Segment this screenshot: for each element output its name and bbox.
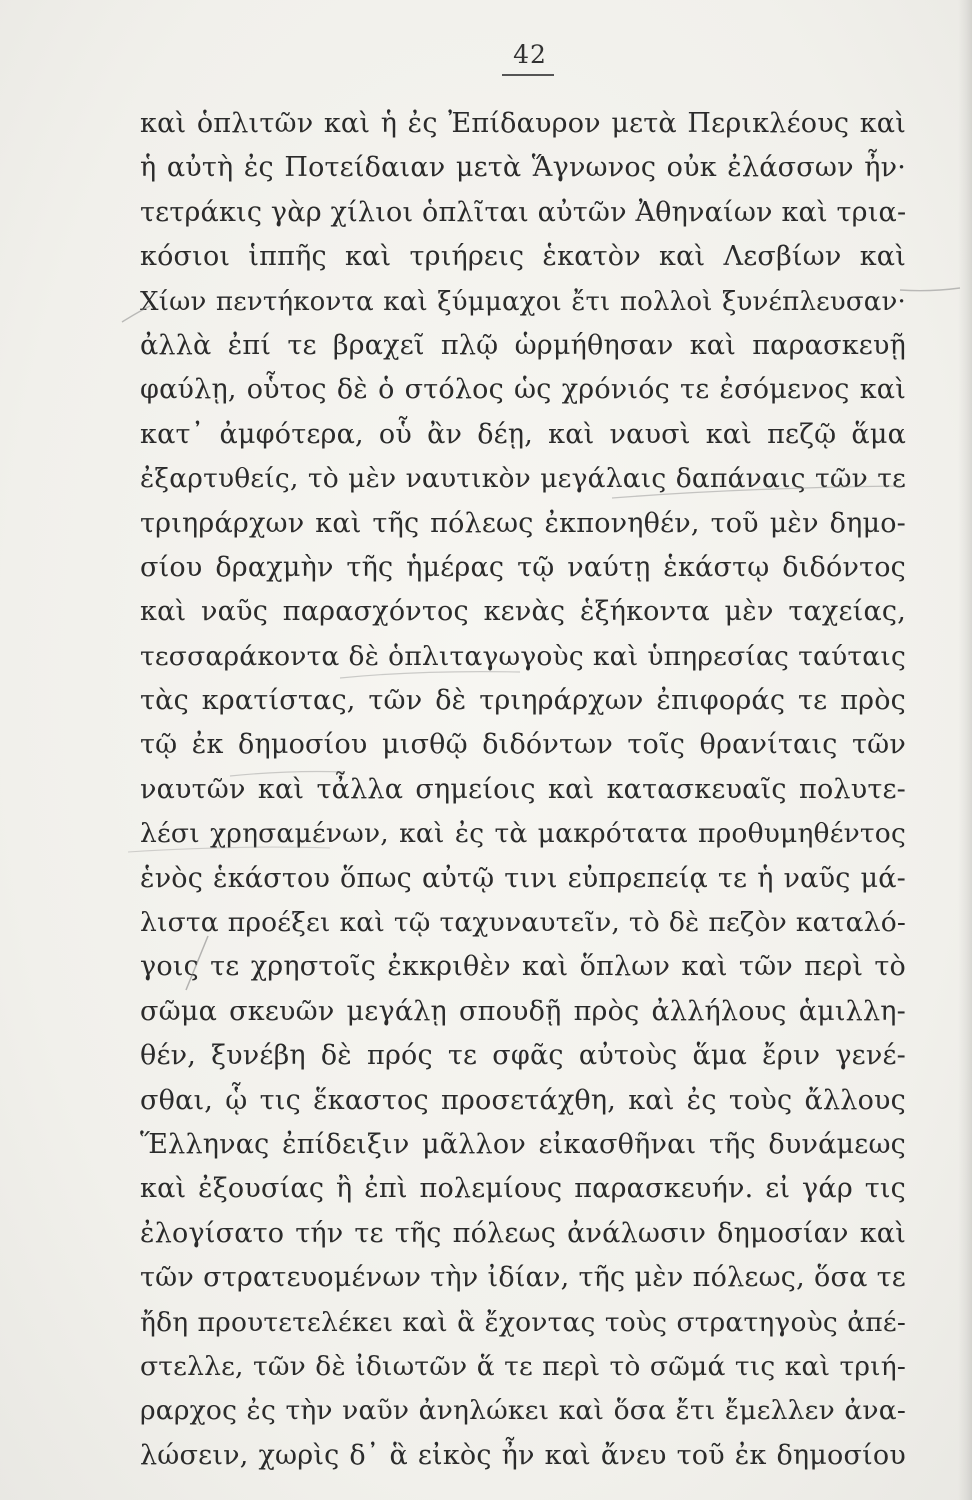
text-line: ἑνὸς ἑκάστου ὅπως αὐτῷ τινι εὐπρεπείᾳ τε ἡ ναῦς μά- [140,862,906,894]
text-line: ραρχος ἐς τὴν ναῦν ἀνηλώκει καὶ ὅσα ἔτι ἔμελλεν ἀνα- [140,1395,906,1427]
text-line: στελλε, τῶν δὲ ἰδιωτῶν ἅ τε περὶ τὸ σῶμά τις καὶ τριή- [140,1350,906,1382]
text-line: σθαι, ᾧ τις ἕκαστος προσετάχθη, καὶ ἐς τοὺς ἄλλους [140,1084,906,1116]
text-line: ἤδη προυτετελέκει καὶ ἃ ἔχοντας τοὺς στρατηγοὺς ἀπέ- [140,1306,906,1338]
page-edge-shadow [958,0,972,1500]
text-line: κόσιοι ἱππῆς καὶ τριήρεις ἑκατὸν καὶ Λεσβίων καὶ [140,241,906,273]
page-number: 42 [513,40,547,69]
text-line: λώσειν, χωρὶς δ᾽ ἃ εἰκὸς ἦν καὶ ἄνευ τοῦ ἐκ δημοσίου [140,1439,906,1471]
text-line: ἀλλὰ ἐπί τε βραχεῖ πλῷ ὡρμήθησαν καὶ παρασκευῇ [140,329,906,361]
text-line: λιστα προέξει καὶ τῷ ταχυναυτεῖν, τὸ δὲ πεζὸν καταλό- [140,907,906,939]
text-line: τετράκις γὰρ χίλιοι ὁπλῖται αὐτῶν Ἀθηναίων καὶ τρια- [140,196,907,228]
text-line: ναυτῶν καὶ τἆλλα σημείοις καὶ κατασκευαῖς πολυτε- [140,773,906,805]
text-line: ἡ αὐτὴ ἐς Ποτείδαιαν μετὰ Ἅγνωνος οὐκ ἐλάσσων ἦν· [140,152,906,184]
text-line: καὶ ἐξουσίας ἢ ἐπὶ πολεμίους παρασκευήν. εἰ γάρ τις [140,1173,906,1205]
text-line: λέσι χρησαμένων, καὶ ἐς τὰ μακρότατα προθυμηθέντος [140,818,906,850]
text-line: φαύλῃ, οὗτος δὲ ὁ στόλος ὡς χρόνιός τε ἐσόμενος καὶ [140,374,906,406]
text-line: τριηράρχων καὶ τῆς πόλεως ἐκπονηθέν, τοῦ μὲν δημο- [140,507,906,539]
text-line: καὶ ναῦς παρασχόντος κενὰς ἑξήκοντα μὲν ταχείας, [140,596,906,628]
text-line: κατ᾽ ἀμφότερα, οὗ ἂν δέῃ, καὶ ναυσὶ καὶ πεζῷ ἅμα [140,418,906,450]
text-line: ἐξαρτυθείς, τὸ μὲν ναυτικὸν μεγάλαις δαπάναις τῶν τε [140,463,906,495]
text-line: Χίων πεντήκοντα καὶ ξύμμαχοι ἔτι πολλοὶ ξυνέπλευσαν· [140,286,906,317]
text-line: θέν, ξυνέβη δὲ πρός τε σφᾶς αὐτοὺς ἅμα ἔριν γενέ- [140,1040,906,1072]
text-line: σίου δραχμὴν τῆς ἡμέρας τῷ ναύτῃ ἑκάστῳ διδόντος [140,551,906,583]
text-line: καὶ ὁπλιτῶν καὶ ἡ ἐς Ἐπίδαυρον μετὰ Περικλέους καὶ [140,108,906,139]
text-line: τῷ ἐκ δημοσίου μισθῷ διδόντων τοῖς θρανίταις τῶν [140,729,906,761]
text-line: σῶμα σκευῶν μεγάλῃ σπουδῇ πρὸς ἀλλήλους ἁμιλλη- [140,995,906,1027]
text-line: τῶν στρατευομένων τὴν ἰδίαν, τῆς μὲν πόλεως, ὅσα τε [140,1262,906,1294]
page-number-underline [502,74,554,76]
margin-pencil-stroke-right [900,288,960,291]
body-text [140,102,906,1478]
text-line: Ἕλληνας ἐπίδειξιν μᾶλλον εἰκασθῆναι τῆς δυνάμεως [140,1128,906,1160]
text-line: τὰς κρατίστας, τῶν δὲ τριηράρχων ἐπιφοράς τε πρὸς [140,685,906,717]
text-line: ἐλογίσατο τήν τε τῆς πόλεως ἀνάλωσιν δημοσίαν καὶ [140,1217,906,1249]
text-line: τεσσαράκοντα δὲ ὁπλιταγωγοὺς καὶ ὑπηρεσίας ταύταις [140,640,906,672]
text-line: γοις τε χρηστοῖς ἐκκριθὲν καὶ ὅπλων καὶ τῶν περὶ τὸ [140,951,906,983]
